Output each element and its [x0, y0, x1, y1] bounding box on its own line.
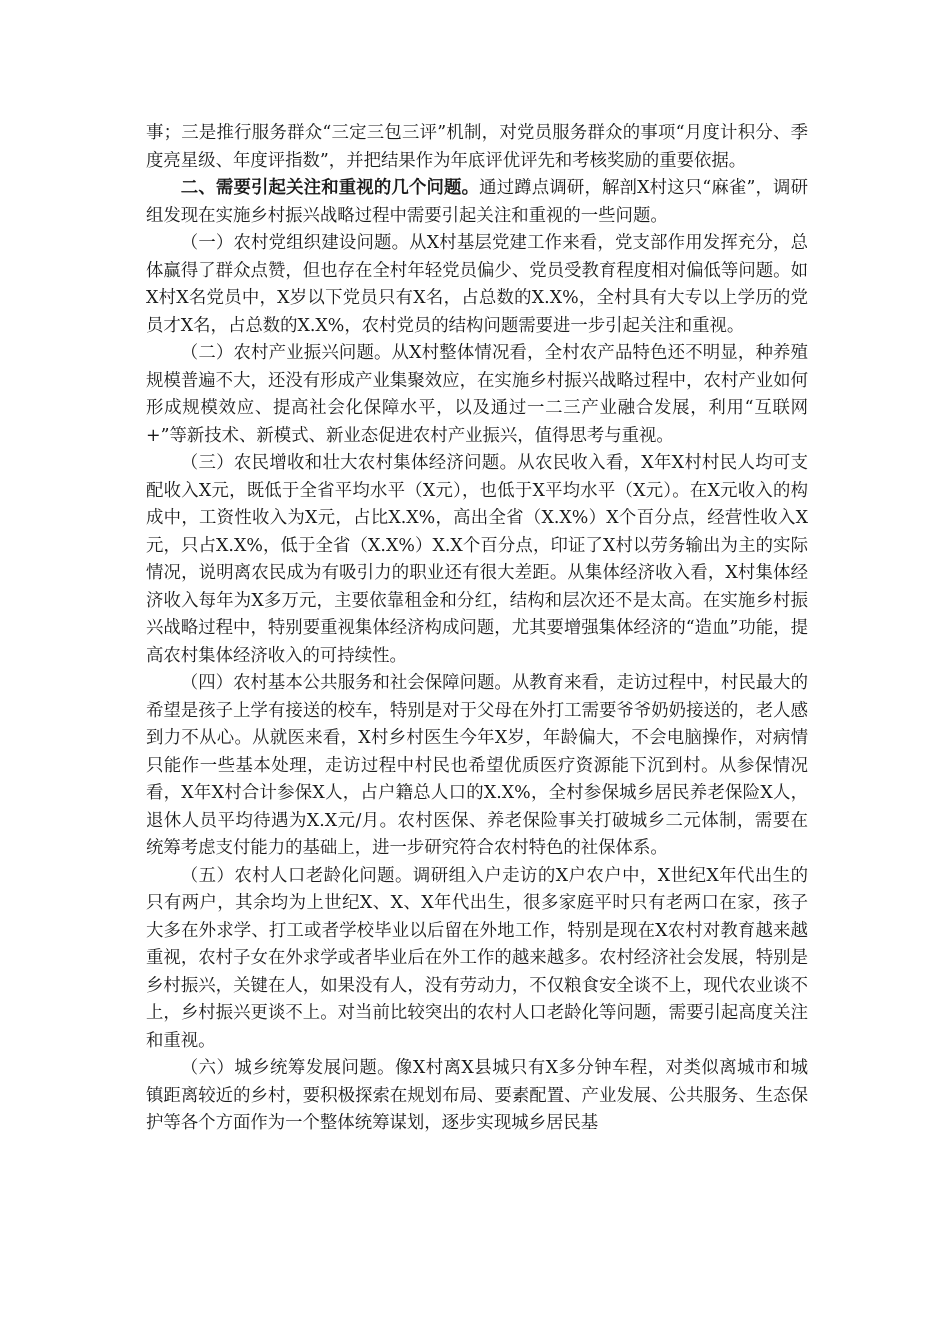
paragraph-aging-population — [146, 863, 808, 1056]
paragraph-public-services — [146, 670, 808, 863]
paragraph-party-organization — [146, 230, 808, 340]
paragraph-urban-rural-coordination — [146, 1055, 808, 1138]
section-heading: 二、需要引起关注和重视的几个问题。 — [180, 178, 480, 198]
paragraph-text: （一）农村党组织建设问题。从X村基层党建工作来看，党支部作用发挥充分，总体赢得了群众点赞，但也存在全村年轻党员偏少、党员受教育程度相对偏低等问题。如X村X名党员中，X岁以下党员只有X名，占总数的X.X%，全村具有大专以上学历的党员才X名，占总数的X.X%，农村党员的结构问题需要进一步引起关注和重视。 — [146, 233, 808, 336]
paragraph-industry-revitalization — [146, 340, 808, 450]
paragraph-text: （五）农村人口老龄化问题。调研组入户走访的X户农户中，X世纪X年代出生的只有两户，其余均为上世纪X、X、X年代出生，很多家庭平时只有老两口在家，孩子大多在外求学、打工或者学校毕业以后留在外地工作，特别是现在X农村对教育越来越重视，农村子女在外求学或者毕业后在外工作的越来越多。农村经济社会发展，特别是乡村振兴，关键在人，如果没有人，没有劳动力，不仅粮食安全谈不上，现代农业谈不上，乡村振兴更谈不上。对当前比较突出的农村人口老龄化等问题，需要引起高度关注和重视。 — [146, 865, 808, 1051]
section-heading-paragraph — [146, 175, 808, 230]
document-body — [146, 120, 808, 1138]
paragraph-text: （三）农民增收和壮大农村集体经济问题。从农民收入看，X年X村村民人均可支配收入X元，既低于全省平均水平（X元），也低于X平均水平（X元）。在X元收入的构成中，工资性收入为X元，占比X.X%，高出全省（X.X%）X个百分点，经营性收入X元，只占X.X%，低于全省（X.X%）X.X个百分点，印证了X村以劳务输出为主的实际情况，说明离农民成为有吸引力的职业还有很大差距。从集体经济收入看，X村集体经济收入每年为X多万元，主要依靠租金和分红，结构和层次还不是太高。在实施乡村振兴战略过程中，特别要重视集体经济构成问题，尤其要增强集体经济的“造血”功能，提高农村集体经济收入的可持续性。 — [146, 453, 808, 666]
paragraph-text: （二）农村产业振兴问题。从X村整体情况看，全村农产品特色还不明显，种养殖规模普遍不大，还没有形成产业集聚效应，在实施乡村振兴战略过程中，农村产业如何形成规模效应、提高社会化保障水平，以及通过一二三产业融合发展，利用“互联网+”等新技术、新模式、新业态促进农村产业振兴，值得思考与重视。 — [146, 343, 808, 446]
paragraph-text: （六）城乡统筹发展问题。像X村离X县城只有X多分钟车程，对类似离城市和城镇距离较近的乡村，要积极探索在规划布局、要素配置、产业发展、公共服务、生态保护等各个方面作为一个整体统筹谋划，逐步实现城乡居民基 — [146, 1058, 808, 1133]
paragraph-text: （四）农村基本公共服务和社会保障问题。从教育来看，走访过程中，村民最大的希望是孩子上学有接送的校车，特别是对于父母在外打工需要爷爷奶奶接送的，老人感到力不从心。从就医来看，X村乡村医生今年X岁，年龄偏大，不会电脑操作，对病情只能作一些基本处理，走访过程中村民也希望优质医疗资源能下沉到村。从参保情况看，X年X村合计参保X人，占户籍总人口的X.X%，全村参保城乡居民养老保险X人，退休人员平均待遇为X.X元/月。农村医保、养老保险事关打破城乡二元体制，需要在统筹考虑支付能力的基础上，进一步研究符合农村特色的社保体系。 — [146, 673, 808, 858]
paragraph-income-collective-economy — [146, 450, 808, 670]
paragraph-text: 事；三是推行服务群众“三定三包三评”机制，对党员服务群众的事项“月度计积分、季度亮星级、年度评指数”，并把结果作为年底评优评先和考核奖励的重要依据。 — [146, 123, 808, 171]
paragraph-continuation — [146, 120, 808, 175]
paragraph-text: 通过蹲点调研，解剖X村这只“麻雀”，调研组发现在实施乡村振兴战略过程中需要引起关注和重视的一些问题。 — [146, 178, 808, 226]
